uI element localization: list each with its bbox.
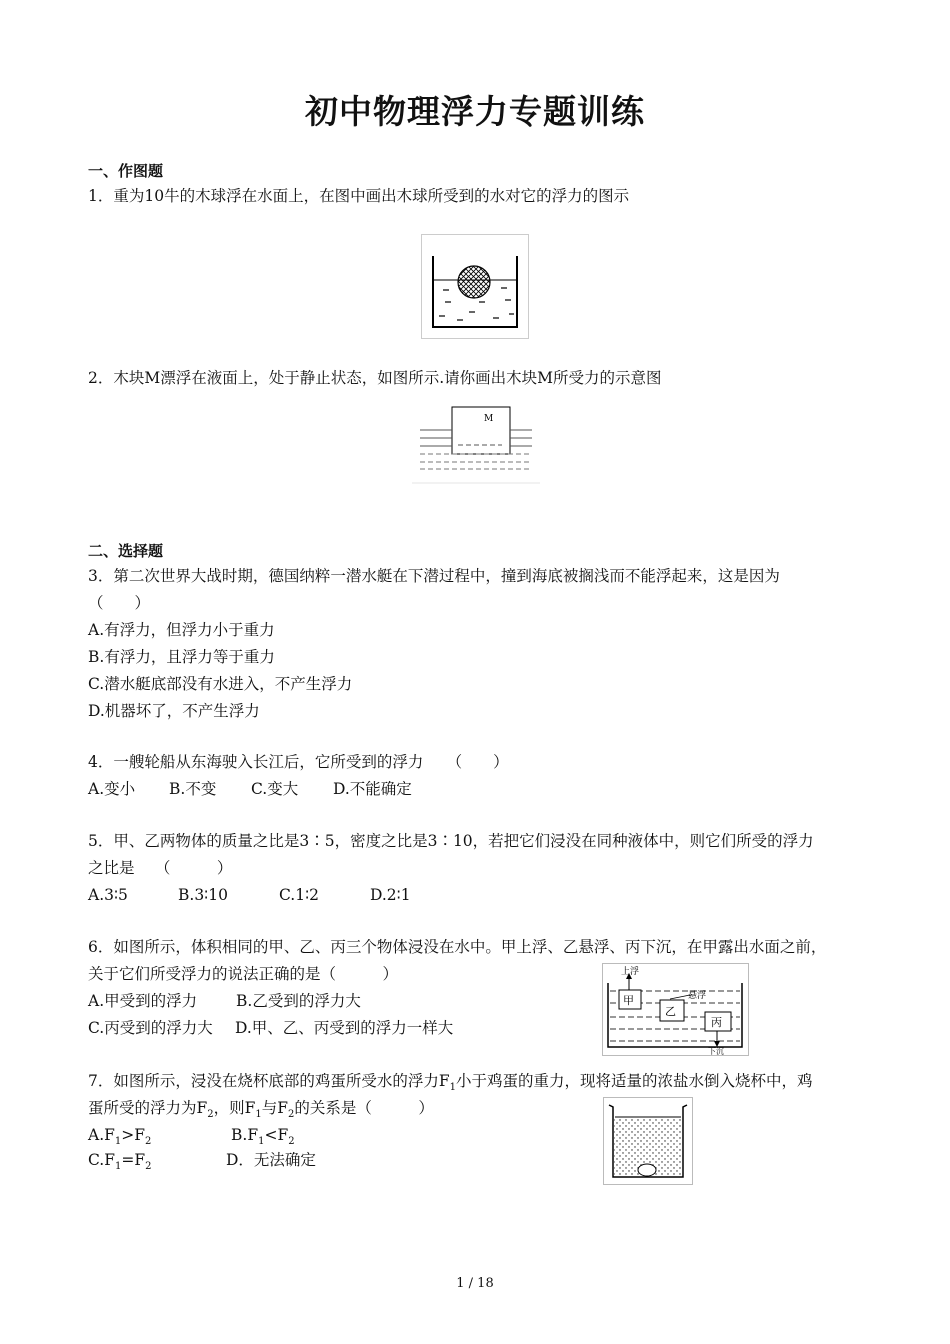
question-7-text: 7．如图所示，浸没在烧杯底部的鸡蛋所受水的浮力$F_1$小于鸡蛋的重力，现将适量的浓盐水倒入烧杯中，鸡	[88, 1072, 813, 1094]
page-title: 初中物理浮力专题训练	[305, 92, 645, 131]
q4-option-d: D.不能确定	[333, 780, 412, 798]
question-3-answer-bracket: （ ）	[88, 594, 151, 612]
question-6-text-line2: 关于它们所受浮力的说法正确的是（ ）	[88, 965, 399, 983]
label-down: 下沉	[708, 1047, 724, 1056]
q5-option-c: C.1∶2	[279, 886, 319, 904]
question-7-text-line2: 蛋所受的浮力为$F_2$，则$F_1$与$F_2$的关系是（ ）	[88, 1099, 434, 1121]
q5-option-b: B.3∶10	[178, 886, 228, 904]
q7-option-a: $A.F_1>F_2$	[88, 1126, 152, 1148]
q6-option-a: A.甲受到的浮力	[88, 992, 198, 1010]
q5-option-d: D.2∶1	[370, 886, 411, 904]
block-m-label: M	[484, 414, 494, 424]
q2-floating-block-figure	[412, 402, 540, 484]
q3-option-b: B.有浮力，且浮力等于重力	[88, 648, 275, 666]
q6-option-d: D.甲、乙、丙受到的浮力一样大	[235, 1019, 454, 1037]
q3-option-c: C.潜水艇底部没有水进入，不产生浮力	[88, 675, 353, 693]
label-jia: 甲	[623, 994, 634, 1007]
label-up: 上浮	[621, 967, 640, 977]
q4-option-b: B.不变	[169, 780, 217, 798]
q4-option-c: C.变大	[251, 780, 299, 798]
label-bing: 丙	[711, 1016, 722, 1029]
q1-floating-ball-figure	[421, 234, 529, 339]
question-2-text: 2．木块M漂浮在液面上，处于静止状态，如图所示.请你画出木块M所受力的示意图	[88, 369, 662, 387]
q7-option-b: $B.F_1<F_2$	[231, 1126, 295, 1148]
q6-option-b: B.乙受到的浮力大	[236, 992, 361, 1010]
q3-option-a: A.有浮力，但浮力小于重力	[88, 621, 275, 639]
question-3-text: 3．第二次世界大战时期，德国纳粹一潜水艇在下潜过程中，撞到海底被搁浅而不能浮起来，这是因为	[88, 567, 780, 585]
section-heading-choice: 二、选择题	[88, 542, 164, 560]
q7-option-d: D．无法确定	[226, 1151, 316, 1169]
q6-three-objects-figure	[602, 963, 749, 1056]
q3-option-d: D.机器坏了，不产生浮力	[88, 702, 260, 720]
question-1-text: 1．重为10牛的木球浮在水面上，在图中画出木球所受到的水对它的浮力的图示	[88, 187, 630, 205]
q6-option-c: C.丙受到的浮力大	[88, 1019, 213, 1037]
page-number: 1 / 18	[456, 1276, 494, 1291]
question-6-text: 6．如图所示，体积相同的甲、乙、丙三个物体浸没在水中。甲上浮、乙悬浮、丙下沉，在甲露出水面之前，	[88, 938, 827, 956]
question-4-text: 4．一艘轮船从东海驶入长江后，它所受到的浮力 （ ）	[88, 753, 509, 771]
section-heading-drawing: 一、作图题	[88, 162, 164, 180]
question-5-text-line2: 之比是 （ ）	[88, 859, 233, 877]
label-suspend: 悬浮	[688, 991, 707, 1001]
label-yi: 乙	[665, 1005, 676, 1018]
q7-egg-beaker-figure	[603, 1097, 693, 1185]
q4-option-a: A.变小	[88, 780, 136, 798]
question-5-text: 5．甲、乙两物体的质量之比是3∶5，密度之比是3∶10，若把它们浸没在同种液体中，则它们所受的浮力	[88, 832, 814, 850]
q7-option-c: $C.F_1=F_2$	[88, 1151, 152, 1173]
q5-option-a: A.3∶5	[88, 886, 128, 904]
